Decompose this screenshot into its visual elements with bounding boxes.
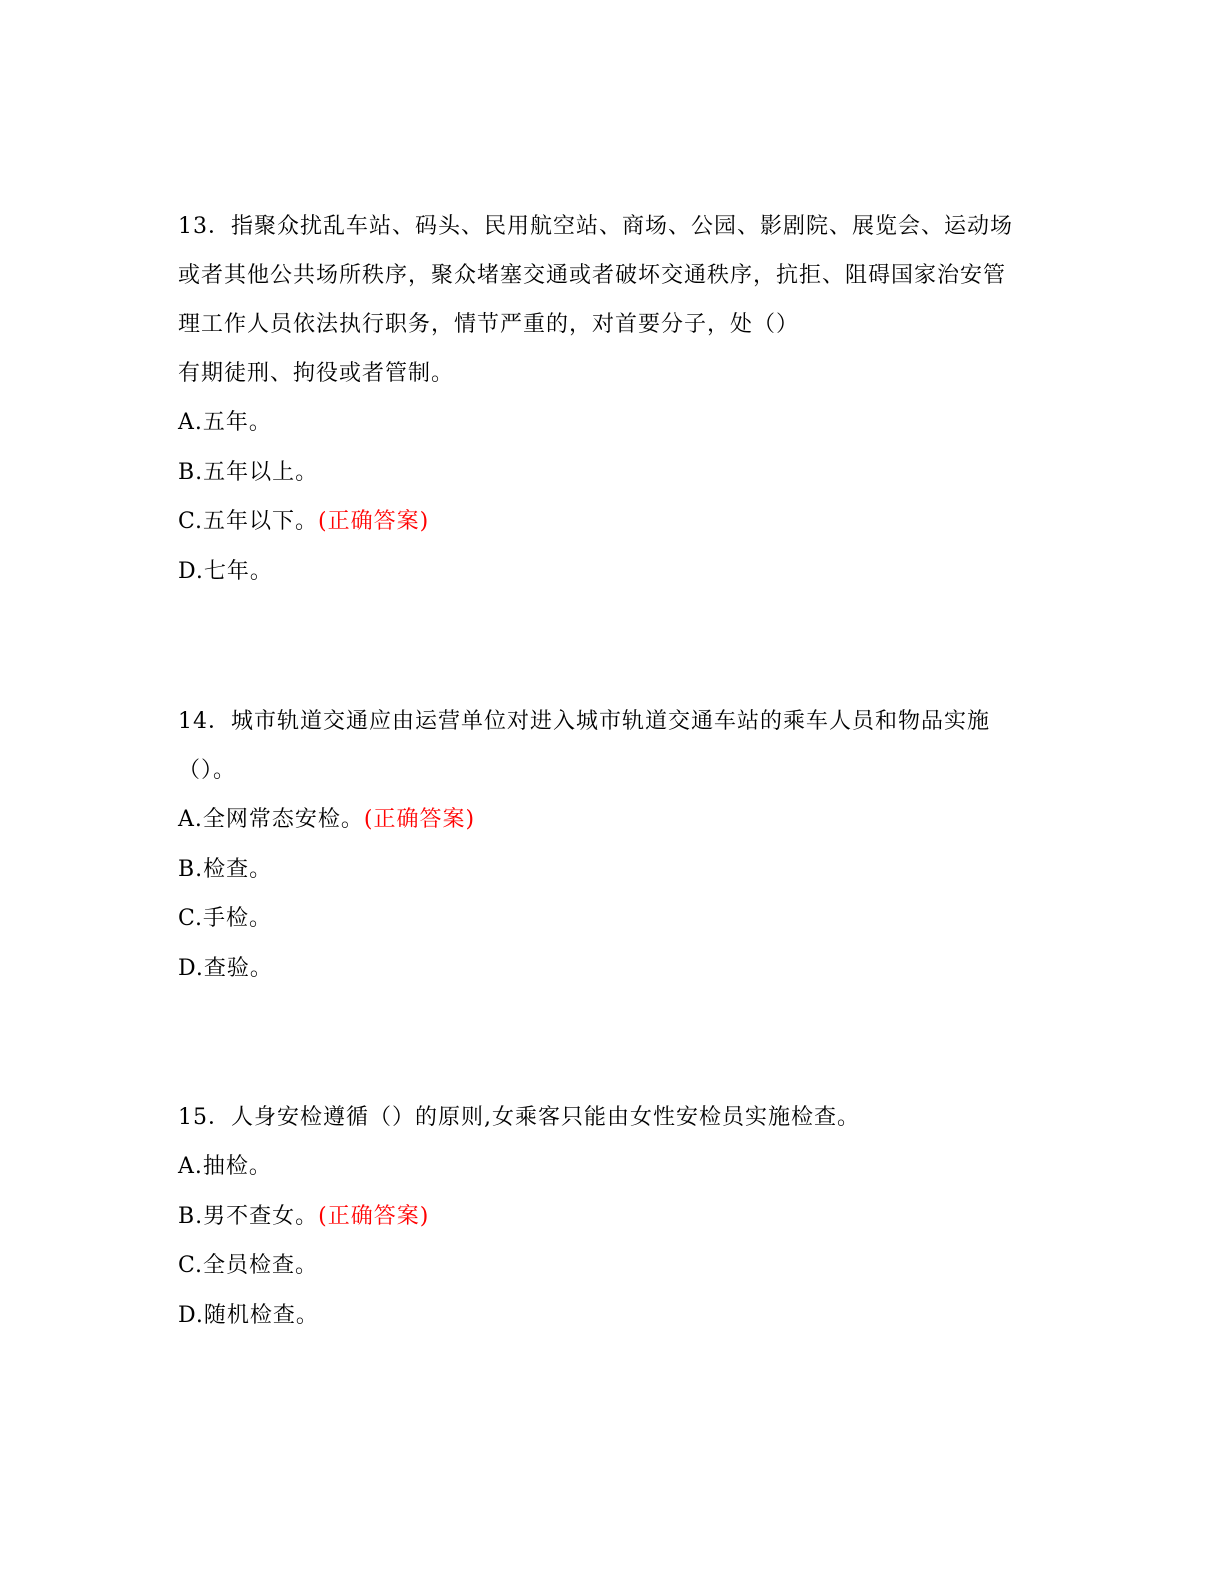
option-c [178, 497, 1048, 547]
option-b [178, 448, 1048, 498]
option-text: A.全网常态安检。 [178, 807, 364, 832]
option-c [178, 894, 1048, 944]
option-text: D.七年。 [178, 558, 273, 584]
question-13 [178, 202, 1048, 596]
option-text: B.检查。 [178, 856, 273, 882]
option-c [178, 1241, 1048, 1291]
option-text: A.五年。 [178, 410, 272, 435]
question-14 [178, 697, 1048, 993]
stem-line: 14．城市轨道交通应由运营单位对进入城市轨道交通车站的乘车人员和物品实施 [178, 709, 990, 734]
correct-answer-mark: (正确答案) [318, 1203, 430, 1229]
option-text: C.全员检查。 [178, 1253, 319, 1278]
question-stem [178, 202, 1048, 398]
stem-line: 有期徒刑、拘役或者管制。 [178, 361, 455, 386]
question-stem [178, 1093, 1048, 1142]
stem-line: 15．人身安检遵循（）的原则,女乘客只能由女性安检员实施检查。 [178, 1105, 860, 1130]
option-text: D.随机检查。 [178, 1302, 319, 1328]
option-b [178, 845, 1048, 895]
option-d [178, 1291, 1048, 1341]
option-text: B.男不查女。 [178, 1203, 319, 1229]
option-text: D.查验。 [178, 955, 273, 981]
option-text: A.抽检。 [178, 1154, 272, 1179]
question-stem [178, 697, 1048, 795]
option-text: C.手检。 [178, 906, 273, 931]
option-d [178, 547, 1048, 597]
stem-line: （）。 [178, 758, 237, 783]
option-a [178, 398, 1048, 448]
option-b [178, 1192, 1048, 1242]
option-d [178, 944, 1048, 994]
stem-line: 13．指聚众扰乱车站、码头、民用航空站、商场、公园、影剧院、展览会、运动场 [178, 214, 1013, 239]
option-a [178, 795, 1048, 845]
option-text: B.五年以上。 [178, 459, 319, 485]
correct-answer-mark: (正确答案) [318, 509, 430, 534]
question-15 [178, 1093, 1048, 1340]
option-text: C.五年以下。 [178, 509, 319, 534]
stem-line: 或者其他公共场所秩序，聚众堵塞交通或者破坏交通秩序，抗拒、阻碍国家治安管 [178, 263, 1007, 288]
correct-answer-mark: (正确答案) [363, 807, 476, 832]
option-a [178, 1142, 1048, 1192]
stem-line: 理工作人员依法执行职务，情节严重的，对首要分子，处（） [178, 312, 800, 337]
